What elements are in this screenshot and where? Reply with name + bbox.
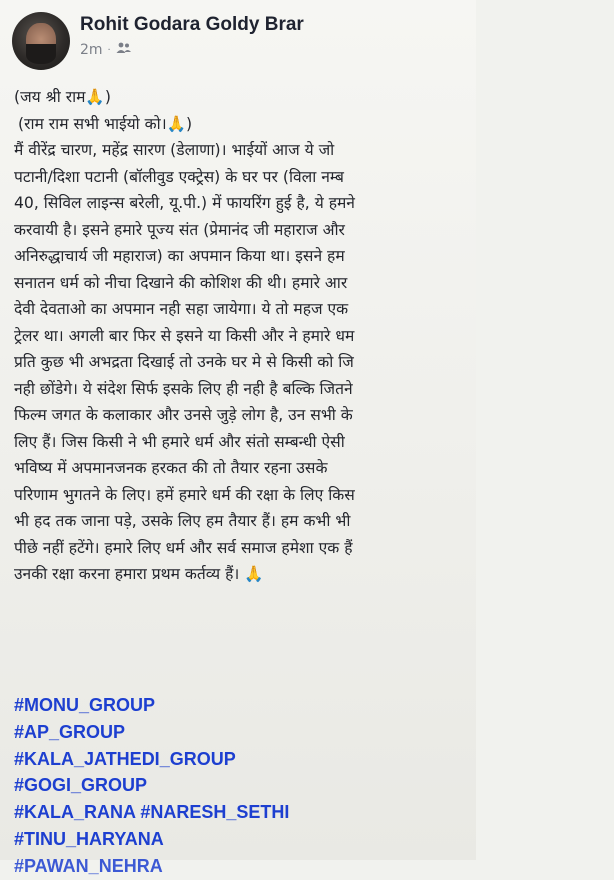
post-line: उनकी रक्षा करना हमारा प्रथम कर्तव्य हैं। 🙏 [14,565,264,583]
friends-icon[interactable] [116,42,132,58]
post-line: पीछे नहीं हटेंगे। हमारे लिए धर्म और सर्व समाज हमेशा एक हैं [14,538,353,557]
post-line: प्रति कुछ भी अभद्रता दिखाई तो उनके घर मे से किसी को जि [14,353,354,371]
hashtag-link[interactable]: #PAWAN_NEHRA [14,855,163,876]
author-name[interactable]: Rohit Godara Goldy Brar [80,14,304,35]
post-line: परिणाम भुगतने के लिए। हमें हमारे धर्म की रक्षा के लिए किस [14,485,355,504]
hashtag-link[interactable]: #AP_GROUP [14,721,126,742]
post-line: नही छोंडेगे। ये संदेश सिर्फ इसके लिए ही नही है बल्कि जितने [14,379,353,398]
post-line: लिए हैं। जिस किसी ने भी हमारे धर्म और संतो सम्बन्धी ऐसी [14,432,345,451]
post-line: (जय श्री राम🙏) [14,88,111,106]
post-header [12,12,304,72]
post-line: अनिरुद्धाचार्य जी महाराज) का अपमान किया था। इसने हम [14,247,345,265]
post-subline [80,42,304,58]
post-line: पटानी/दिशा पटानी (बॉलीवुड एक्ट्रेस) के घर पर (विला नम्ब [14,167,344,186]
avatar-beard [26,44,56,64]
post-time[interactable]: 2m [80,42,103,58]
avatar[interactable] [12,12,70,70]
post-line: 40, सिविल लाइन्स बरेली, यू.पी.) में फायरिंग हुई है, ये हमने [14,194,355,212]
post-line: फिल्म जगत के कलाकार और उनसे जुड़े लोग है, उन सभी के [14,406,353,424]
post-line: (राम राम सभी भाईयो को।🙏) [18,114,193,133]
hashtag-link[interactable]: #MONU_GROUP [14,695,156,715]
post-line: मैं वीरेंद्र चारण, महेंद्र सारण (डेलाणा)। भाईयों आज ये जो [14,141,335,159]
hashtag-link[interactable]: #GOGI_GROUP [14,775,148,796]
hashtag-link[interactable]: #TINU_HARYANA [14,828,164,849]
separator-dot: · [107,44,111,56]
post-line: सनातन धर्म को नीचा दिखाने की कोशिश की थी। हमारे आर [14,273,348,292]
hashtag-list [14,692,290,876]
post-meta [80,12,304,72]
post-line: करवायी है। इसने हमारे पूज्य संत (प्रेमानंद जी महाराज और [14,220,345,239]
hashtag-link[interactable]: #KALA_RANA #NARESH_SETHI [14,802,290,823]
post-body [14,84,614,588]
post-line: ट्रेलर था। अगली बार फिर से इसने या किसी और ने हमारे धम [14,326,355,345]
post-line: देवी देवताओ का अपमान नही सहा जायेगा। ये तो महज एक [14,300,349,318]
hashtag-link[interactable]: #KALA_JATHEDI_GROUP [14,748,236,769]
post-line: भविष्य में अपमानजनक हरकत की तो तैयार रहना उसके [14,459,328,477]
post-line: भी हद तक जाना पड़े, उसके लिए हम तैयार हैं। हम कभी भी [14,512,351,530]
